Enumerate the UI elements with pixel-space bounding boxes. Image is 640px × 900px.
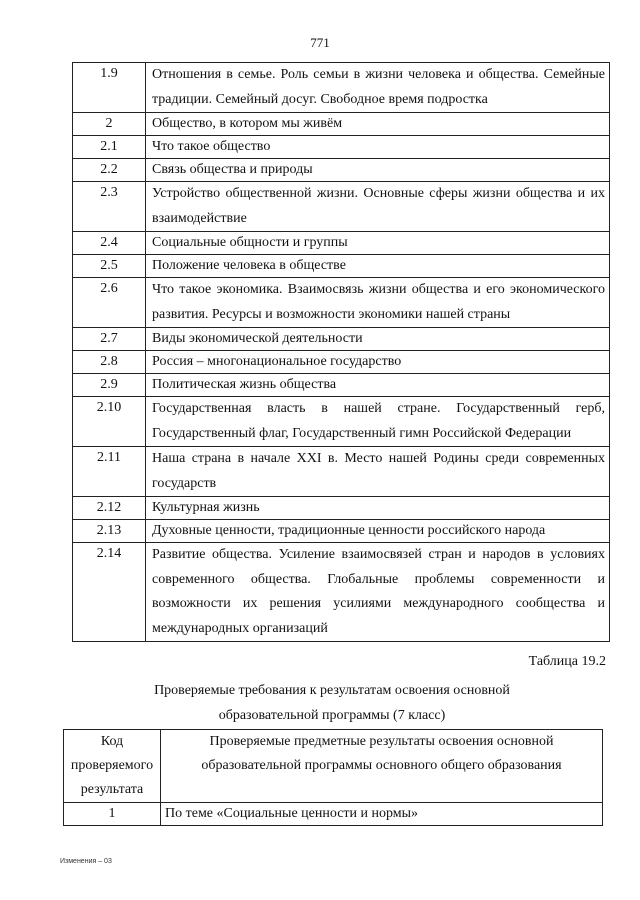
row-number-cell: 2.14 <box>73 543 146 642</box>
table-row <box>73 113 610 136</box>
row-text-cell: Общество, в котором мы живём <box>146 113 610 136</box>
row-text-cell: Что такое общество <box>146 136 610 159</box>
result-code-cell: 1 <box>64 803 161 826</box>
row-text-cell: Что такое экономика. Взаимосвязь жизни общества и его экономического развития. Ресурсы и возможности экономики нашей страны <box>146 278 610 328</box>
header-code-cell <box>64 730 161 803</box>
row-number-cell: 2.7 <box>73 328 146 351</box>
page-number: 771 <box>310 35 330 50</box>
table-title-line-1: Проверяемые требования к результатам освоения основной <box>154 683 510 698</box>
row-number-cell: 2.13 <box>73 520 146 543</box>
row-number-cell: 2.8 <box>73 351 146 374</box>
row-text-cell: Культурная жизнь <box>146 497 610 520</box>
table-row <box>73 63 610 113</box>
header-code-line-1: Код <box>100 734 124 749</box>
table-row <box>73 182 610 232</box>
header-code-line-2: проверяемого <box>70 758 154 773</box>
row-text-cell: Политическая жизнь общества <box>146 374 610 397</box>
table-row <box>73 136 610 159</box>
row-text-cell: Развитие общества. Усиление взаимосвязей стран и народов в условиях современного общества. Глобальные проблемы современности и возможности их решения усилиями международного сообщества и международных организаций <box>146 543 610 642</box>
row-text-cell: Государственная власть в нашей стране. Государственный герб, Государственный флаг, Государственный гимн Российской Федерации <box>146 397 610 447</box>
row-number-cell: 2.10 <box>73 397 146 447</box>
table-title <box>0 678 640 728</box>
row-number-cell: 2.5 <box>73 255 146 278</box>
result-text-cell: По теме «Социальные ценности и нормы» <box>161 803 603 826</box>
row-text-cell: Социальные общности и группы <box>146 232 610 255</box>
row-text-cell: Положение человека в обществе <box>146 255 610 278</box>
row-number-cell: 1.9 <box>73 63 146 113</box>
row-text-cell: Связь общества и природы <box>146 159 610 182</box>
table-title-line-2: образовательной программы (7 класс) <box>218 708 446 723</box>
table-label: Таблица 19.2 <box>528 654 606 669</box>
row-text-cell: Наша страна в начале XXI в. Место нашей Родины среди современных государств <box>146 447 610 497</box>
table-row <box>73 497 610 520</box>
table-row <box>73 543 610 642</box>
table-row <box>73 328 610 351</box>
row-number-cell: 2 <box>73 113 146 136</box>
table-row <box>73 374 610 397</box>
row-number-cell: 2.12 <box>73 497 146 520</box>
row-text-cell: Россия – многонациональное государство <box>146 351 610 374</box>
requirements-table <box>63 729 603 826</box>
table-row <box>73 159 610 182</box>
table-row <box>73 278 610 328</box>
row-number-cell: 2.2 <box>73 159 146 182</box>
header-code-line-3: результата <box>80 782 144 797</box>
header-desc-line-1: Проверяемые предметные результаты освоения основной <box>209 734 554 749</box>
row-number-cell: 2.4 <box>73 232 146 255</box>
table-row <box>73 351 610 374</box>
table-row <box>73 447 610 497</box>
header-desc-cell <box>161 730 603 803</box>
table-row <box>64 803 603 826</box>
table-row <box>73 255 610 278</box>
table-row <box>73 397 610 447</box>
row-text-cell: Виды экономической деятельности <box>146 328 610 351</box>
row-number-cell: 2.1 <box>73 136 146 159</box>
topics-table <box>72 62 610 642</box>
table-row <box>73 232 610 255</box>
row-number-cell: 2.11 <box>73 447 146 497</box>
row-text-cell: Духовные ценности, традиционные ценности российского народа <box>146 520 610 543</box>
requirements-header-row <box>64 730 603 803</box>
row-text-cell: Устройство общественной жизни. Основные сферы жизни общества и их взаимодействие <box>146 182 610 232</box>
footer-revision: Изменения – 03 <box>60 858 112 865</box>
row-number-cell: 2.9 <box>73 374 146 397</box>
row-number-cell: 2.6 <box>73 278 146 328</box>
row-number-cell: 2.3 <box>73 182 146 232</box>
table-row <box>73 520 610 543</box>
header-desc-line-2: образовательной программы основного общего образования <box>201 758 562 773</box>
row-text-cell: Отношения в семье. Роль семьи в жизни человека и общества. Семейные традиции. Семейный досуг. Свободное время подростка <box>146 63 610 113</box>
